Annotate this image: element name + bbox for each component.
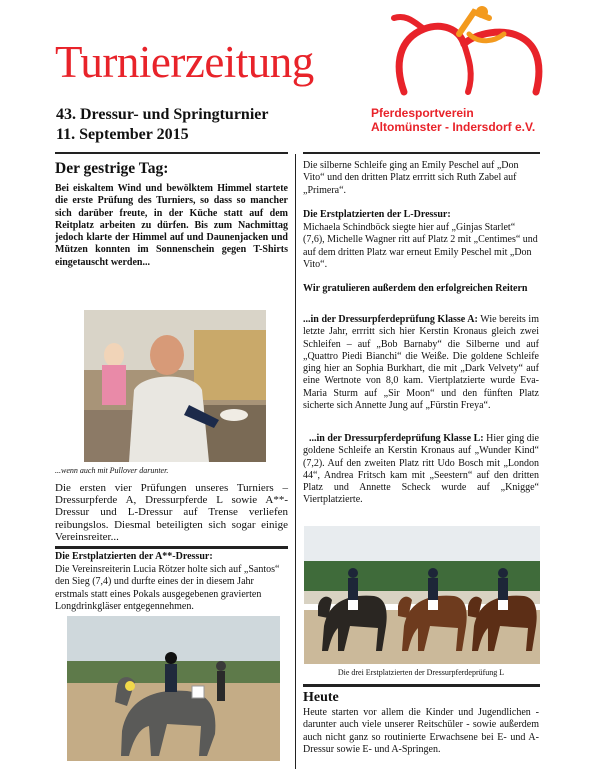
photo-kitchen xyxy=(84,310,266,462)
left-top-rule xyxy=(55,152,288,154)
column-divider xyxy=(295,154,296,769)
class-a-lead: ...in der Dressurpferdeprüfung Klasse A: xyxy=(303,314,478,325)
section-heading-a-dressage: Die Erstplatzierten der A**-Dressur: xyxy=(55,551,213,562)
photo-top-three xyxy=(304,526,540,664)
photo-kitchen-caption: ...wenn auch mit Pullover darunter. xyxy=(55,466,169,475)
congratulations-heading: Wir gratulieren außerdem den erfolgreichen Reitern xyxy=(303,283,528,294)
class-l-lead: ...in der Dressurpferdeprüfung Klasse L: xyxy=(309,433,484,444)
club-logo-icon xyxy=(364,4,554,98)
paragraph-class-a xyxy=(303,314,539,412)
class-l-text: Hier ging die goldene Schleife an Kerstin Kronaus auf „Wunder Kind“ (7,2). Auf den zweiten Platz ritt Udo Bosch mit „London 44“, Andrea Fritsch kam mit „Seestern“ auf den dritten Platz und Annette Scheck wurde auf „Knigge“ Viertplatzierte. xyxy=(303,433,539,506)
right-top-rule xyxy=(303,152,540,154)
section-heading-l-dressage: Die Erstplatzierten der L-Dressur: xyxy=(303,209,451,220)
event-date: 11. September 2015 xyxy=(56,126,189,143)
section-heading-today: Heute xyxy=(303,690,339,705)
photo-top-three-caption: Die drei Erstplatzierten der Dressurpferdeprüfung L xyxy=(337,668,505,677)
section-rule-a-dressage xyxy=(55,546,288,549)
class-a-text: Wie bereits im letzte Jahr, errritt sich hier Kerstin Kronaus gleich zwei Schleifen – auf „Bob Barnaby“ die Silberne und auf „Quattro Piedi Bianchi“ die Weiße. Die goldene Schleife ging hier an Sophia Burkhart, die mit „Dark Velvety“ auf eine Wertnote von 8,0 kam. Viertplatzierte wurde Eva-Maria Sturm auf „Sir Moon“ und den fünften Platz sicherte sich Annette Jung auf „Fürstin Freya“. xyxy=(303,314,539,412)
section-heading-yesterday: Der gestrige Tag: xyxy=(55,160,169,177)
club-name: Pferdesportverein xyxy=(371,106,474,120)
event-title: 43. Dressur- und Springturnier xyxy=(56,106,269,123)
newspaper-title: Turnierzeitung xyxy=(55,37,314,87)
paragraph-silver-ribbon: Die silberne Schleife ging an Emily Peschel auf „Don Vito“ und den dritten Platz errritt sich Ruth Zabel auf „Primera“. xyxy=(303,160,519,196)
club-location: Altomünster - Indersdorf e.V. xyxy=(371,120,536,134)
paragraph-first-tests: Die ersten vier Prüfungen unseres Turniers – Dressurpferde A, Dressurpferde L sowie A**-Dressur und L-Dressur auf Trense verliefen reibungslos. Diesmal beteiligten sich sogar einige Vereinsreiter... xyxy=(55,482,288,543)
photo-rider-winner xyxy=(67,616,280,761)
photo-kitchen-image xyxy=(84,310,266,462)
paragraph-l-dressage: Michaela Schindböck siegte hier auf „Ginjas Starlet“ (7,6), Michelle Wagner ritt auf Platz 2 mit „Centimes“ und auf dem dritten Platz war erneut Emily Peschel mit „Don Vito“. xyxy=(303,222,538,270)
section-rule-today xyxy=(303,684,540,687)
paragraph-a-dressage: Die Vereinsreiterin Lucia Rötzer holte sich auf „Santos“ den Sieg (7,4) und durfte eines der in diesem Jahr erstmals statt eines Pokals ausgegebenen gravierten Longdrinkgläser entgegennehmen. xyxy=(55,564,280,612)
photo-rider-winner-image xyxy=(67,616,280,761)
paragraph-class-l xyxy=(303,433,539,507)
paragraph-today: Heute starten vor allem die Kinder und Jugendlichen - darunter auch viele unserer Reitschüler - sowie außerdem auch nicht ganz so routinierte Erwachsene bei E- und A-Dressur sowie E- und A-Springen. xyxy=(303,707,539,755)
intro-paragraph: Bei eiskaltem Wind und bewölktem Himmel startete die erste Prüfung des Turniers, so dass so mancher sich darüber freute, in der Küche statt auf dem Reitplatz arbeiten zu dürfen. Bis zum Nachmittag jedoch klarte der Himmel auf und Daunenjacken und Mützen konnten im Sonnenschein gegen T-Shirts eingetauscht werden... xyxy=(55,183,288,268)
photo-top-three-image xyxy=(304,526,540,664)
